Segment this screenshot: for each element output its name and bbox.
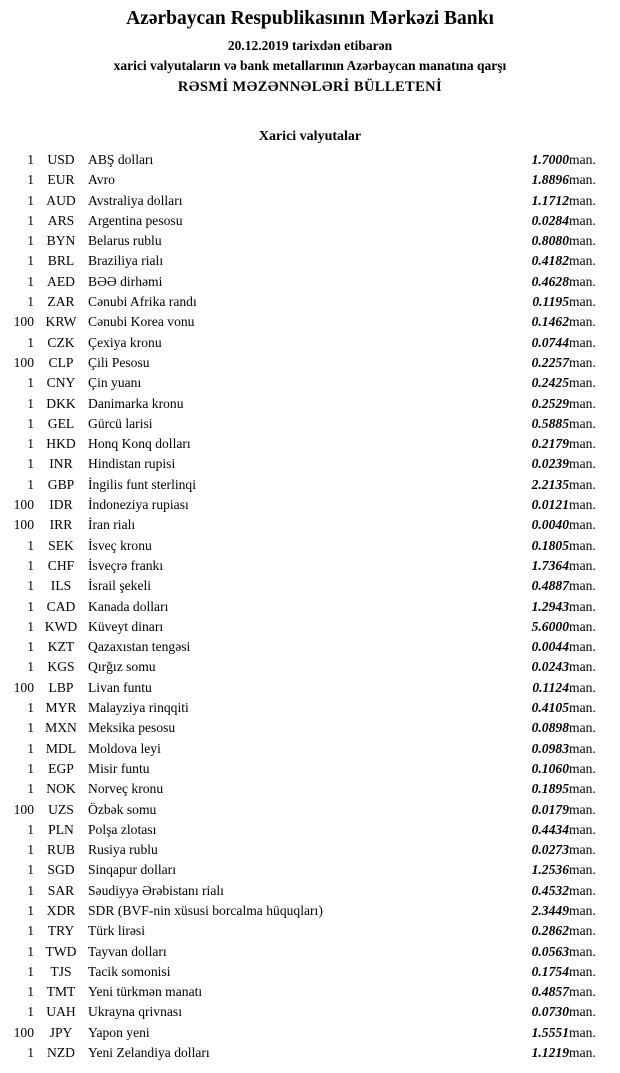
currency-unit: man. [569,456,596,472]
currency-quantity: 1 [27,1045,34,1061]
currency-name: Malayziya rinqqiti [88,700,189,716]
currency-name: Sinqapur dolları [88,862,176,878]
currency-quantity: 1 [27,192,34,208]
currency-code: TWD [45,943,77,959]
currency-unit: man. [569,517,596,533]
currency-quantity: 1 [27,476,34,492]
currency-name: Livan funtu [88,679,152,695]
currency-name: İran rialı [88,517,136,533]
currency-rate: 0.1805 [531,537,569,553]
currency-code: HKD [46,436,76,452]
currency-rate: 0.0273 [531,842,569,858]
currency-code: CNY [46,375,76,391]
currency-code: XDR [46,902,76,918]
rate-row [6,353,614,373]
currency-unit: man. [569,740,596,756]
currency-unit: man. [569,598,596,614]
currency-quantity: 1 [27,375,34,391]
currency-rate: 0.4628 [531,273,569,289]
currency-rate: 0.1124 [532,679,569,695]
currency-rate: 0.0744 [531,334,569,350]
currency-unit: man. [569,212,596,228]
currency-code: KZT [47,639,75,655]
currency-code: RUB [47,842,75,858]
currency-name: Özbək somu [88,801,157,817]
currency-rate: 0.1195 [532,294,569,310]
currency-unit: man. [569,436,596,452]
currency-unit: man. [569,537,596,553]
currency-name: Qazaxıstan tengəsi [88,639,191,655]
rate-row [6,982,614,1002]
currency-rate: 2.2135 [531,476,569,492]
currency-quantity: 1 [27,984,34,1000]
currency-name: ABŞ dolları [88,152,154,167]
currency-quantity: 1 [27,720,34,736]
currency-unit: man. [569,395,596,411]
currency-quantity: 1 [27,781,34,797]
currency-name: Norveç kronu [88,781,164,797]
currency-rate: 0.5885 [531,415,569,431]
currency-code: MYR [45,700,77,716]
currency-name: Rusiya rublu [88,842,158,858]
currency-name: Misir funtu [88,760,150,776]
rate-row [6,475,614,495]
currency-quantity: 1 [27,152,34,167]
currency-rate: 0.4434 [531,821,569,837]
currency-rate: 0.0898 [531,720,569,736]
rate-row [6,333,614,353]
currency-code: BRL [47,253,75,269]
currency-quantity: 1 [27,253,34,269]
bulletin-subtitle: xarici valyutaların və bank metallarının Azərbaycan manatına qarşı [113,58,507,73]
currency-name: İngilis funt sterlinqi [88,476,196,492]
currency-rate: 1.7364 [531,557,569,573]
rate-row [6,536,614,556]
currency-name: İsrail şekeli [88,578,152,594]
rate-row [6,272,614,292]
currency-unit: man. [569,984,596,1000]
currency-quantity: 1 [27,436,34,452]
currency-name: SDR (BVF-nin xüsusi borcalma hüquqları) [88,902,323,918]
currency-code: CZK [47,334,75,350]
currency-unit: man. [569,801,596,817]
currency-code: TJS [50,963,72,979]
currency-name: Qırğız somu [88,659,156,675]
rate-row [6,718,614,738]
currency-unit: man. [569,273,596,289]
currency-quantity: 100 [13,1024,34,1040]
currency-unit: man. [569,557,596,573]
currency-rate: 0.0179 [531,801,569,817]
currency-code: SEK [48,537,74,553]
currency-name: Gürcü larisi [88,415,153,431]
currency-code: INR [49,456,73,472]
currency-quantity: 1 [27,273,34,289]
rate-row [6,678,614,698]
currency-code: AED [47,273,75,289]
currency-name: Küveyt dinarı [88,618,164,634]
currency-code: IRR [49,517,73,533]
currency-quantity: 100 [13,517,34,533]
currency-rate: 0.4105 [531,700,569,716]
currency-name: Çili Pesosu [88,354,150,370]
currency-rate: 0.0243 [531,659,569,675]
rate-row [6,515,614,535]
currency-code: TMT [46,984,76,1000]
rate-row [6,191,614,211]
currency-quantity: 1 [27,233,34,249]
currency-unit: man. [569,152,596,167]
currency-name: Yeni Zelandiya dolları [88,1045,210,1061]
currency-rate: 0.1462 [531,314,569,330]
currency-code: KGS [47,659,75,675]
currency-code: SGD [47,862,75,878]
currency-quantity: 100 [13,354,34,370]
rate-row [6,637,614,657]
currency-name: Tacik somonisi [88,963,171,979]
currency-quantity: 100 [13,679,34,695]
rate-row [6,211,614,231]
currency-rate: 0.1754 [531,963,569,979]
currency-code: BYN [46,233,76,249]
currency-quantity: 1 [27,1004,34,1020]
currency-unit: man. [569,842,596,858]
currency-name: BƏƏ dirhəmi [88,273,163,289]
currency-quantity: 100 [13,497,34,513]
rate-row [6,170,614,190]
currency-name: Moldova leyi [88,740,161,756]
currency-quantity: 100 [13,314,34,330]
currency-unit: man. [569,963,596,979]
rate-row [6,150,614,170]
currency-unit: man. [569,233,596,249]
rate-row [6,495,614,515]
currency-unit: man. [569,781,596,797]
currency-rate: 0.4887 [531,578,569,594]
currency-quantity: 1 [27,760,34,776]
currency-code: KRW [45,314,77,330]
currency-rate: 0.0121 [531,497,569,513]
currency-rate: 0.4857 [531,984,569,1000]
currency-name: Türk lirəsi [88,923,146,939]
currency-name: Ukrayna qrivnası [88,1004,182,1020]
currency-code: ARS [47,212,75,228]
section-title-foreign-currencies: Xarici valyutalar [258,129,362,144]
currency-name: Polşa zlotası [88,821,157,837]
currency-unit: man. [569,679,596,695]
currency-unit: man. [569,700,596,716]
currency-unit: man. [569,314,596,330]
currency-unit: man. [569,253,596,269]
currency-rate: 1.7000 [531,152,569,167]
currency-rate: 0.0044 [531,639,569,655]
rates-table-body [6,150,614,1063]
currency-quantity: 1 [27,882,34,898]
currency-name: Braziliya rialı [88,253,164,269]
currency-quantity: 1 [27,557,34,573]
currency-rate: 0.2862 [531,923,569,939]
rate-row [6,881,614,901]
currency-code: GEL [47,415,75,431]
rate-row [6,759,614,779]
currency-code: CAD [46,598,76,614]
currency-name: Hindistan rupisi [88,456,176,472]
currency-unit: man. [569,172,596,188]
currency-rate: 0.1060 [531,760,569,776]
currency-rate: 1.5551 [531,1024,569,1040]
currency-quantity: 1 [27,862,34,878]
currency-quantity: 1 [27,943,34,959]
currency-quantity: 1 [27,578,34,594]
rate-row [6,1002,614,1022]
currency-unit: man. [569,760,596,776]
currency-unit: man. [569,497,596,513]
currency-unit: man. [569,1004,596,1020]
currency-code: SAR [47,882,75,898]
currency-name: Yapon yeni [88,1024,150,1040]
currency-unit: man. [569,1045,596,1061]
currency-rate: 0.2425 [531,375,569,391]
currency-rate: 2.3449 [531,902,569,918]
rate-row [6,454,614,474]
currency-name: İsveç kronu [88,537,152,553]
currency-name: İsveçrə frankı [88,557,164,573]
currency-unit: man. [569,354,596,370]
currency-unit: man. [569,902,596,918]
currency-code: CLP [48,354,74,370]
currency-unit: man. [569,294,596,310]
currency-unit: man. [569,923,596,939]
currency-quantity: 1 [27,821,34,837]
currency-quantity: 1 [27,700,34,716]
currency-quantity: 1 [27,963,34,979]
currency-unit: man. [569,882,596,898]
rate-row [6,576,614,596]
currency-code: PLN [48,821,74,837]
currency-code: NZD [47,1045,75,1061]
rate-row [6,962,614,982]
currency-code: EGP [48,760,74,776]
currency-name: Avro [88,172,115,188]
currency-unit: man. [569,659,596,675]
rate-row [6,739,614,759]
currency-code: IDR [49,497,73,513]
currency-rate: 1.1219 [531,1045,569,1061]
rate-row [6,414,614,434]
currency-quantity: 1 [27,902,34,918]
rate-row [6,556,614,576]
rate-row [6,800,614,820]
currency-quantity: 1 [27,639,34,655]
currency-name: Danimarka kronu [88,395,184,411]
currency-name: Kanada dolları [88,598,169,614]
currency-code: LBP [48,679,74,695]
currency-code: ILS [50,578,72,594]
rate-row [6,657,614,677]
currency-code: UZS [48,801,74,817]
currency-name: Argentina pesosu [88,212,183,228]
currency-unit: man. [569,618,596,634]
currency-code: UAH [46,1004,76,1020]
currency-code: KWD [44,618,78,634]
currency-quantity: 1 [27,842,34,858]
rate-row [6,251,614,271]
rate-row [6,840,614,860]
currency-quantity: 1 [27,923,34,939]
currency-code: USD [47,152,75,167]
currency-code: CHF [47,557,75,573]
currency-unit: man. [569,821,596,837]
currency-code: MDL [45,740,77,756]
rate-row [6,394,614,414]
currency-quantity: 1 [27,212,34,228]
currency-quantity: 1 [27,294,34,310]
currency-quantity: 1 [27,415,34,431]
rates-table [6,150,614,1063]
currency-rate: 0.0239 [531,456,569,472]
rate-row [6,231,614,251]
currency-quantity: 1 [27,334,34,350]
currency-unit: man. [569,375,596,391]
currency-name: Tayvan dolları [88,943,167,959]
rate-row [6,820,614,840]
currency-name: Çexiya kronu [88,334,162,350]
rate-row [6,698,614,718]
currency-code: MXN [45,720,77,736]
currency-unit: man. [569,192,596,208]
currency-name: Honq Konq dolları [88,436,191,452]
rate-row [6,901,614,921]
rate-row [6,779,614,799]
currency-code: EUR [47,172,75,188]
currency-rate: 0.4532 [531,882,569,898]
rate-row [6,434,614,454]
currency-rate: 0.4182 [531,253,569,269]
currency-rate: 0.2179 [531,436,569,452]
rate-row [6,373,614,393]
bulletin-heading: RƏSMİ MƏZƏNNƏLƏRİ BÜLLETENİ [177,79,443,95]
currency-quantity: 1 [27,537,34,553]
bank-title: Azərbaycan Respublikasının Mərkəzi Bankı [126,8,494,29]
currency-unit: man. [569,639,596,655]
currency-rate: 5.6000 [531,618,569,634]
currency-unit: man. [569,1024,596,1040]
currency-rate: 1.2943 [531,598,569,614]
currency-unit: man. [569,415,596,431]
currency-rate: 0.0730 [531,1004,569,1020]
rate-row [6,1023,614,1043]
currency-unit: man. [569,943,596,959]
currency-rate: 1.8896 [531,172,569,188]
rate-row [6,860,614,880]
currency-unit: man. [569,476,596,492]
currency-code: GBP [47,476,75,492]
currency-quantity: 1 [27,598,34,614]
currency-name: Avstraliya dolları [88,192,183,208]
rate-row [6,921,614,941]
currency-quantity: 1 [27,395,34,411]
currency-quantity: 1 [27,659,34,675]
rate-row [6,292,614,312]
currency-quantity: 1 [27,740,34,756]
effective-date-line: 20.12.2019 tarixdən etibarən [227,38,393,53]
currency-rate: 0.8080 [531,233,569,249]
currency-name: Cənubi Korea vonu [88,314,195,330]
rate-row [6,312,614,332]
rate-row [6,1043,614,1063]
currency-unit: man. [569,578,596,594]
currency-code: AUD [46,192,76,208]
currency-name: Meksika pesosu [88,720,176,736]
rate-row [6,597,614,617]
currency-code: JPY [49,1024,73,1040]
currency-name: Belarus rublu [88,233,162,249]
currency-rate: 0.0284 [531,212,569,228]
currency-rate: 0.0040 [531,517,569,533]
currency-name: Yeni türkmən manatı [88,984,203,1000]
currency-rate: 0.2529 [531,395,569,411]
currency-quantity: 1 [27,618,34,634]
currency-rate: 0.0983 [531,740,569,756]
currency-name: İndoneziya rupiası [88,497,189,513]
currency-code: DKK [46,395,76,411]
currency-code: ZAR [47,294,75,310]
currency-rate: 1.1712 [531,192,569,208]
currency-rate: 1.2536 [531,862,569,878]
currency-quantity: 1 [27,456,34,472]
currency-code: TRY [47,923,75,939]
currency-name: Çin yuanı [88,375,142,391]
currency-unit: man. [569,720,596,736]
rate-row [6,617,614,637]
currency-rate: 0.0563 [531,943,569,959]
currency-name: Səudiyyə Ərəbistanı rialı [88,882,224,898]
currency-rate: 0.1895 [531,781,569,797]
currency-quantity: 100 [13,801,34,817]
currency-rate: 0.2257 [531,354,569,370]
currency-code: NOK [46,781,76,797]
currency-unit: man. [569,334,596,350]
rate-row [6,942,614,962]
currency-quantity: 1 [27,172,34,188]
currency-unit: man. [569,862,596,878]
currency-name: Cənubi Afrika randı [88,294,197,310]
